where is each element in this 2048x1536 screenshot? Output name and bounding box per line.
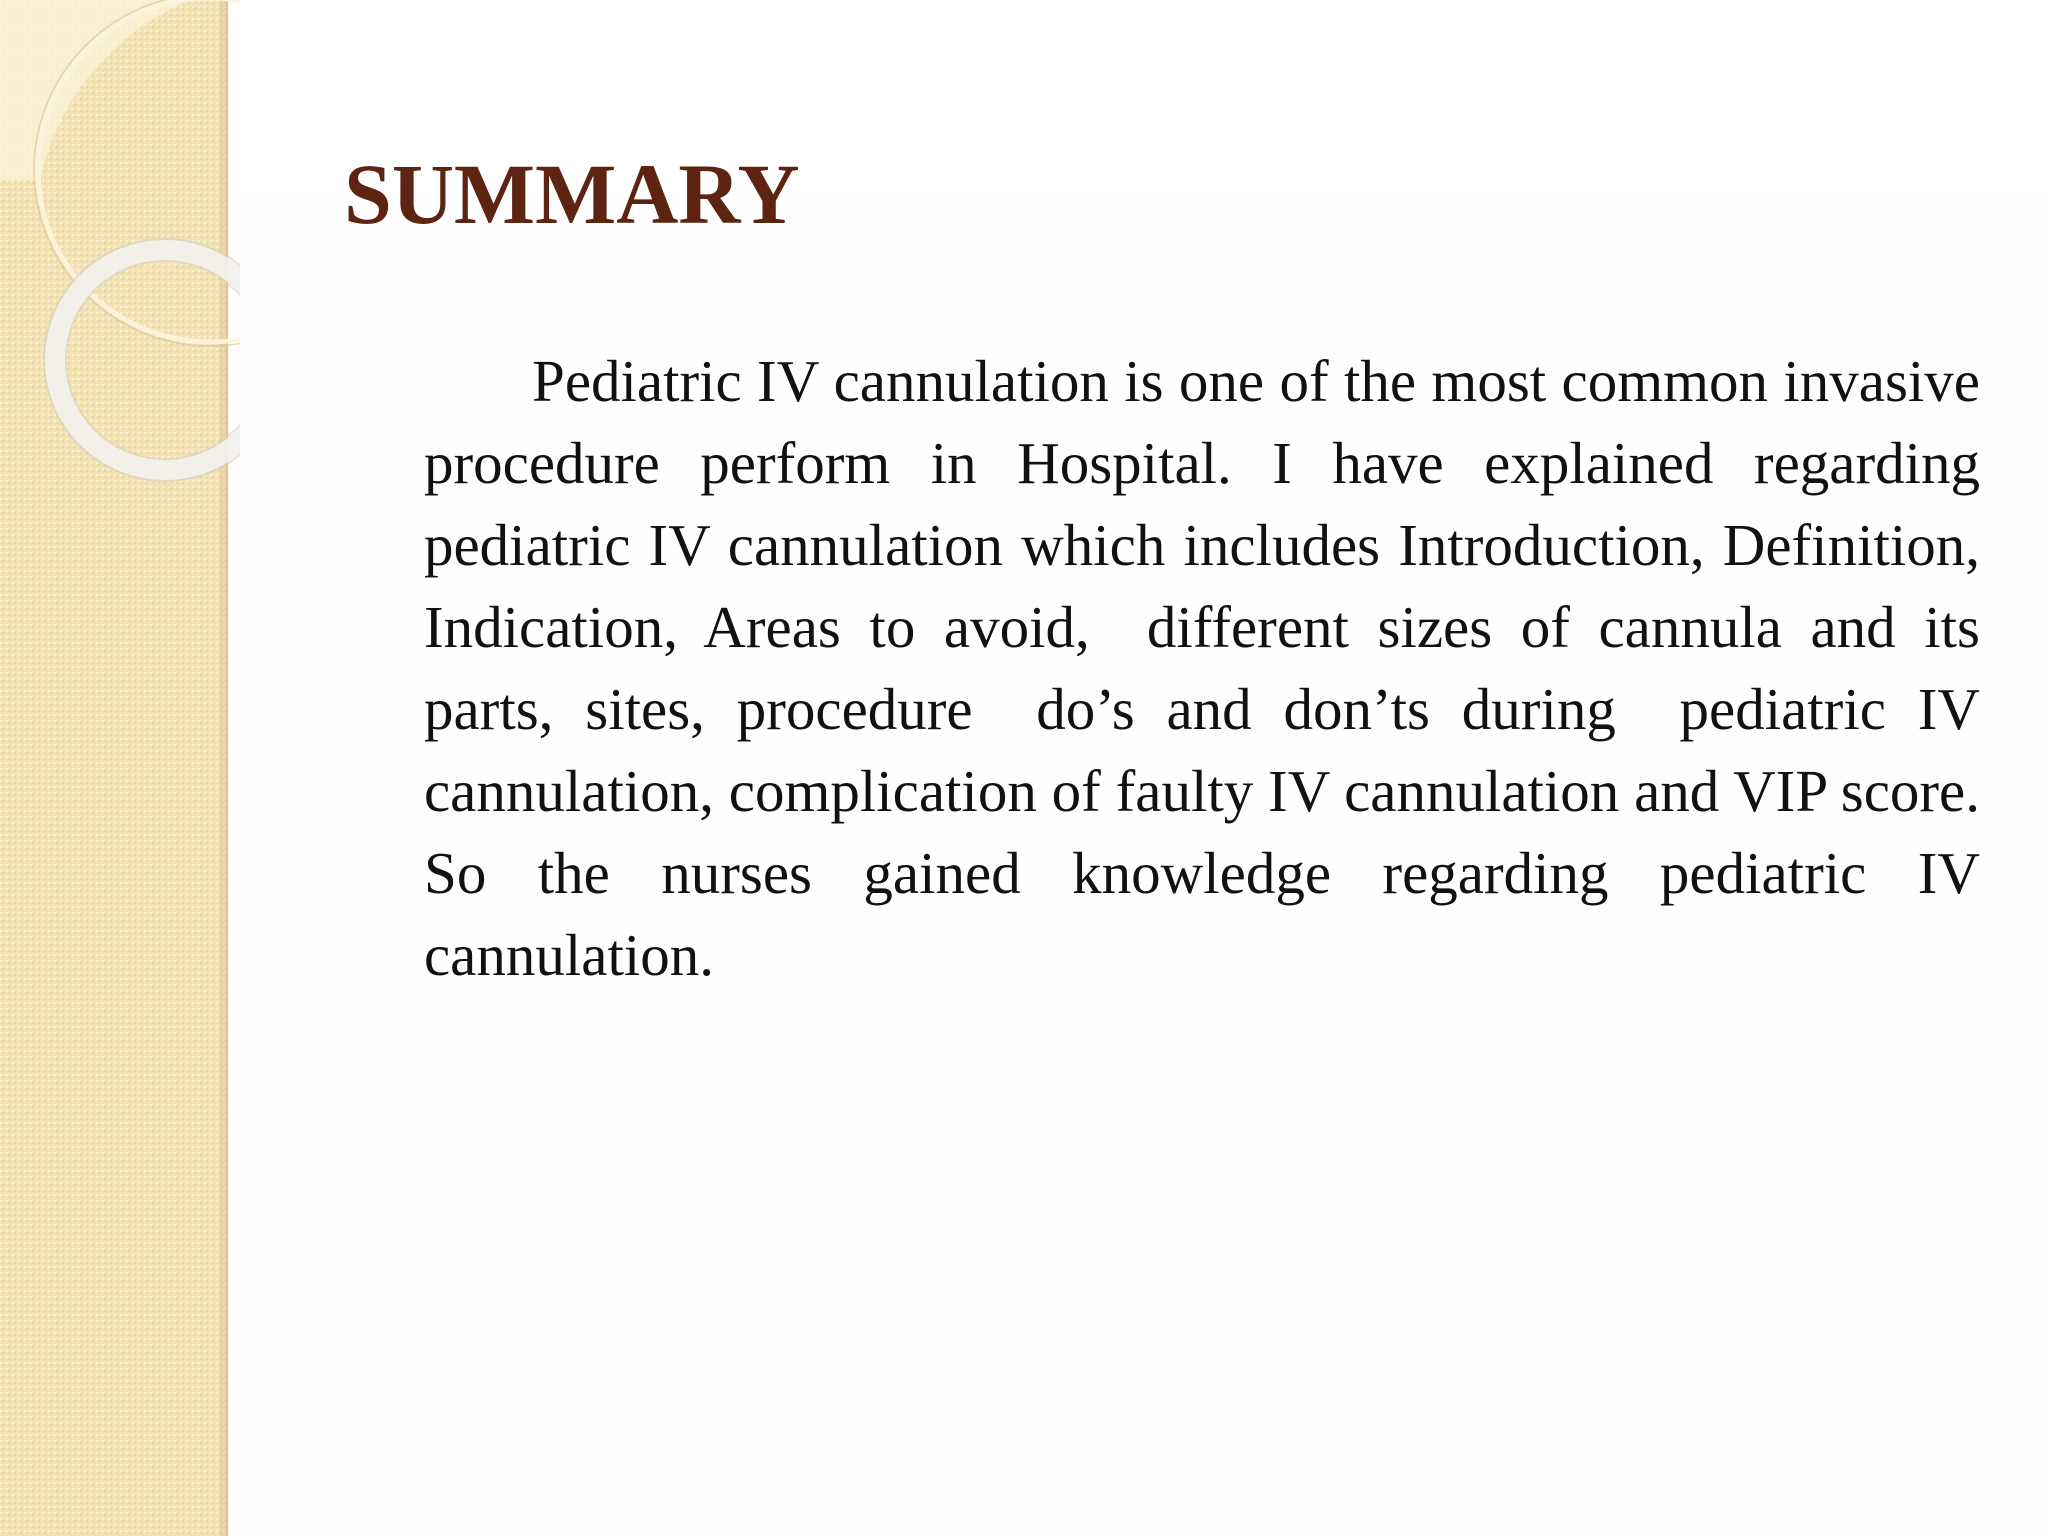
- summary-paragraph: Pediatric IV cannulation is one of the most common invasive procedure perform in Hospital. I have explained regarding pediatric IV cannulation which includes Introduction, Definition, Indication, Areas to avoid, different sizes of cannula and its parts, sites, procedure do’s and don’ts during pediatric IV cannulation, complication of faulty IV cannulation and VIP score. So the nurses gained knowledge regarding pediatric IV cannulation.: [424, 348, 1995, 988]
- decorative-rings-icon: [0, 0, 240, 500]
- slide-title: SUMMARY: [344, 146, 800, 242]
